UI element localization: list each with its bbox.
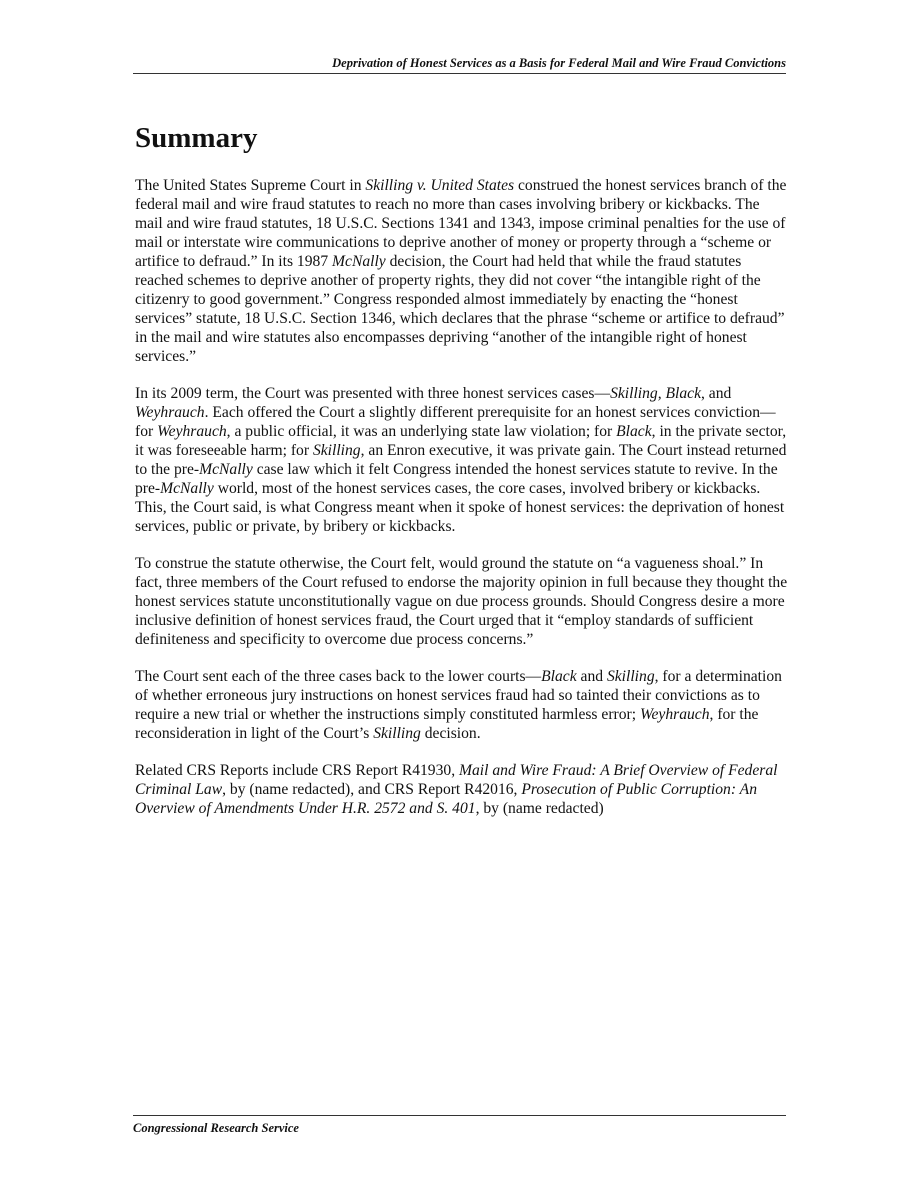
paragraph-5-related-reports: Related CRS Reports include CRS Report R41930, Mail and Wire Fraud: A Brief Overview of Federal Criminal Law, by (name redacted), and CRS Report R42016, Prosecution of Public Corruption: An Overview of Amendments Under H.R. 2572 and S. 401, by (name redacted) [135, 762, 778, 817]
paragraph-2: In its 2009 term, the Court was presented with three honest services cases—Skilling, Black, and Weyhrauch. Each offered the Court a slightly different prerequisite for an honest services conviction—for Weyhrauch, a public official, it was an underlying state law violation; for Black, in the private sector, it was foreseeable harm; for Skilling, an Enron executive, it was private gain. The Court instead returned to the pre-McNally case law which it felt Congress intended the honest services statute to revive. In the pre-McNally world, most of the honest services cases, the core cases, involved bribery or kickbacks. This, the Court said, is what Congress meant when it spoke of honest services: the deprivation of honest services, public or private, by bribery or kickbacks. [135, 385, 787, 535]
footer-publisher: Congressional Research Service [133, 1121, 299, 1135]
summary-body [135, 176, 790, 836]
page-footer [133, 1115, 786, 1136]
paragraph-1: The United States Supreme Court in Skilling v. United States construed the honest services branch of the federal mail and wire fraud statutes to reach no more than cases involving bribery or kickbacks. The mail and wire fraud statutes, 18 U.S.C. Sections 1341 and 1343, impose criminal penalties for the use of mail or interstate wire communications to deprive another of money or property through a “scheme or artifice to defraud.” In its 1987 McNally decision, the Court had held that while the fraud statutes reached schemes to deprive another of property rights, they did not cover “the intangible right of the citizenry to good government.” Congress responded almost immediately by enacting the “honest services” statute, 18 U.S.C. Section 1346, which declares that the phrase “scheme or artifice to defraud” in the mail and wire statutes also encompasses depriving “another of the intangible right of honest services.” [135, 177, 787, 365]
running-header [133, 56, 786, 74]
running-header-title: Deprivation of Honest Services as a Basis for Federal Mail and Wire Fraud Convictions [332, 56, 786, 70]
paragraph-3: To construe the statute otherwise, the Court felt, would ground the statute on “a vagueness shoal.” In fact, three members of the Court refused to endorse the majority opinion in full because they thought the honest services statute unconstitutionally vague on due process grounds. Should Congress desire a more inclusive definition of honest services fraud, the Court urged that it “employ standards of sufficient definiteness and specificity to overcome due process concerns.” [135, 555, 788, 648]
paragraph-4: The Court sent each of the three cases back to the lower courts—Black and Skilling, for a determination of whether erroneous jury instructions on honest services fraud had so tainted their convictions as to require a new trial or whether the instructions simply constituted harmless error; Weyhrauch, for the reconsideration in light of the Court’s Skilling decision. [135, 668, 782, 742]
page-title: Summary [135, 122, 258, 154]
